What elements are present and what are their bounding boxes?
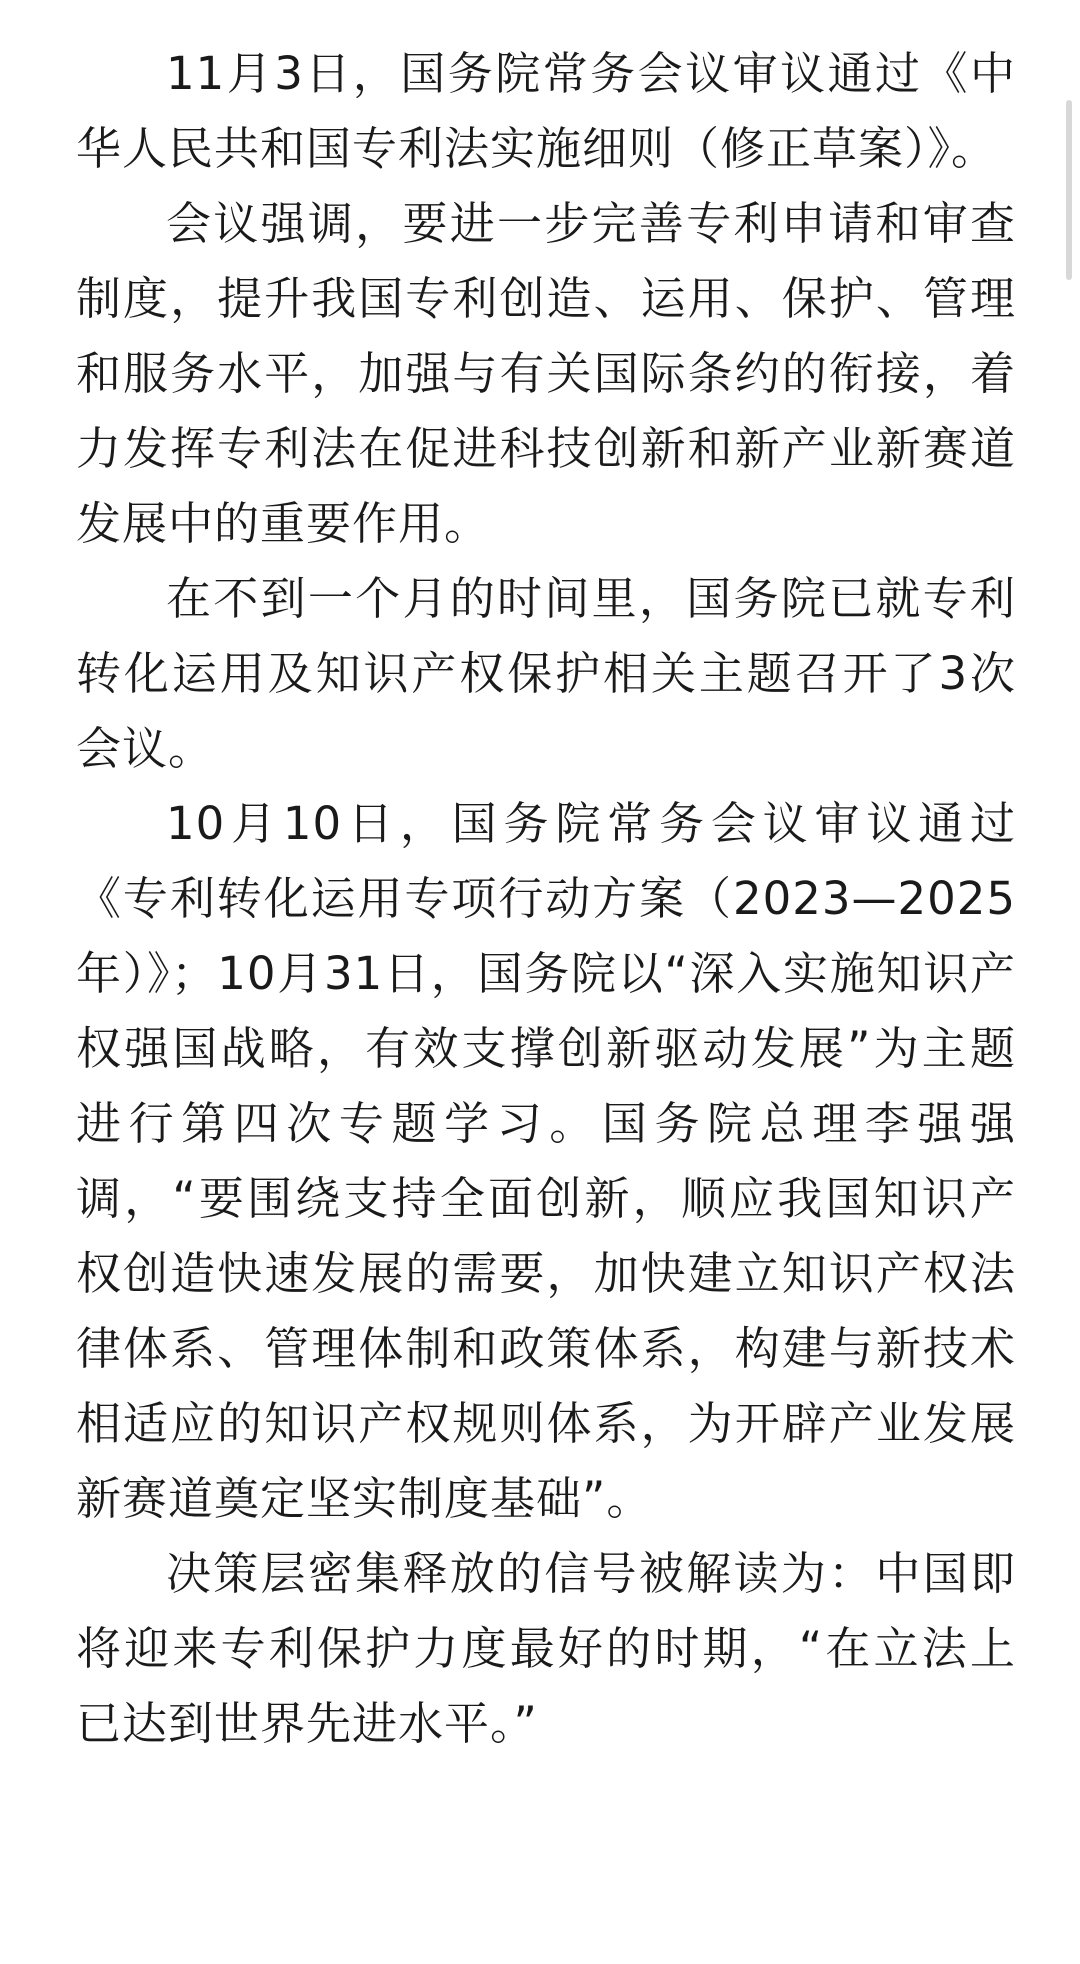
article-paragraph: 在不到一个月的时间里，国务院已就专利转化运用及知识产权保护相关主题召开了3次会议。 [76,572,1016,775]
article-paragraph: 决策层密集释放的信号被解读为：中国即将迎来专利保护力度最好的时期，“在立法上已达到世界先进水平。” [76,1547,1016,1750]
article-paragraph: 会议强调，要进一步完善专利申请和审查制度，提升我国专利创造、运用、保护、管理和服务水平，加强与有关国际条约的衔接，着力发挥专利法在促进科技创新和新产业新赛道发展中的重要作用。 [76,197,1016,550]
article-body [76,36,1016,1761]
scrollbar[interactable] [1066,100,1072,280]
article-paragraph: 11月3日，国务院常务会议审议通过《中华人民共和国专利法实施细则（修正草案）》。 [76,47,1016,175]
article-paragraph: 10月10日，国务院常务会议审议通过《专利转化运用专项行动方案（2023—2025年）》；10月31日，国务院以“深入实施知识产权强国战略，有效支撑创新驱动发展”为主题进行第四次专题学习。国务院总理李强强调，“要围绕支持全面创新，顺应我国知识产权创造快速发展的需要，加快建立知识产权法律体系、管理体制和政策体系，构建与新技术相适应的知识产权规则体系，为开辟产业发展新赛道奠定坚实制度基础”。 [76,797,1016,1525]
